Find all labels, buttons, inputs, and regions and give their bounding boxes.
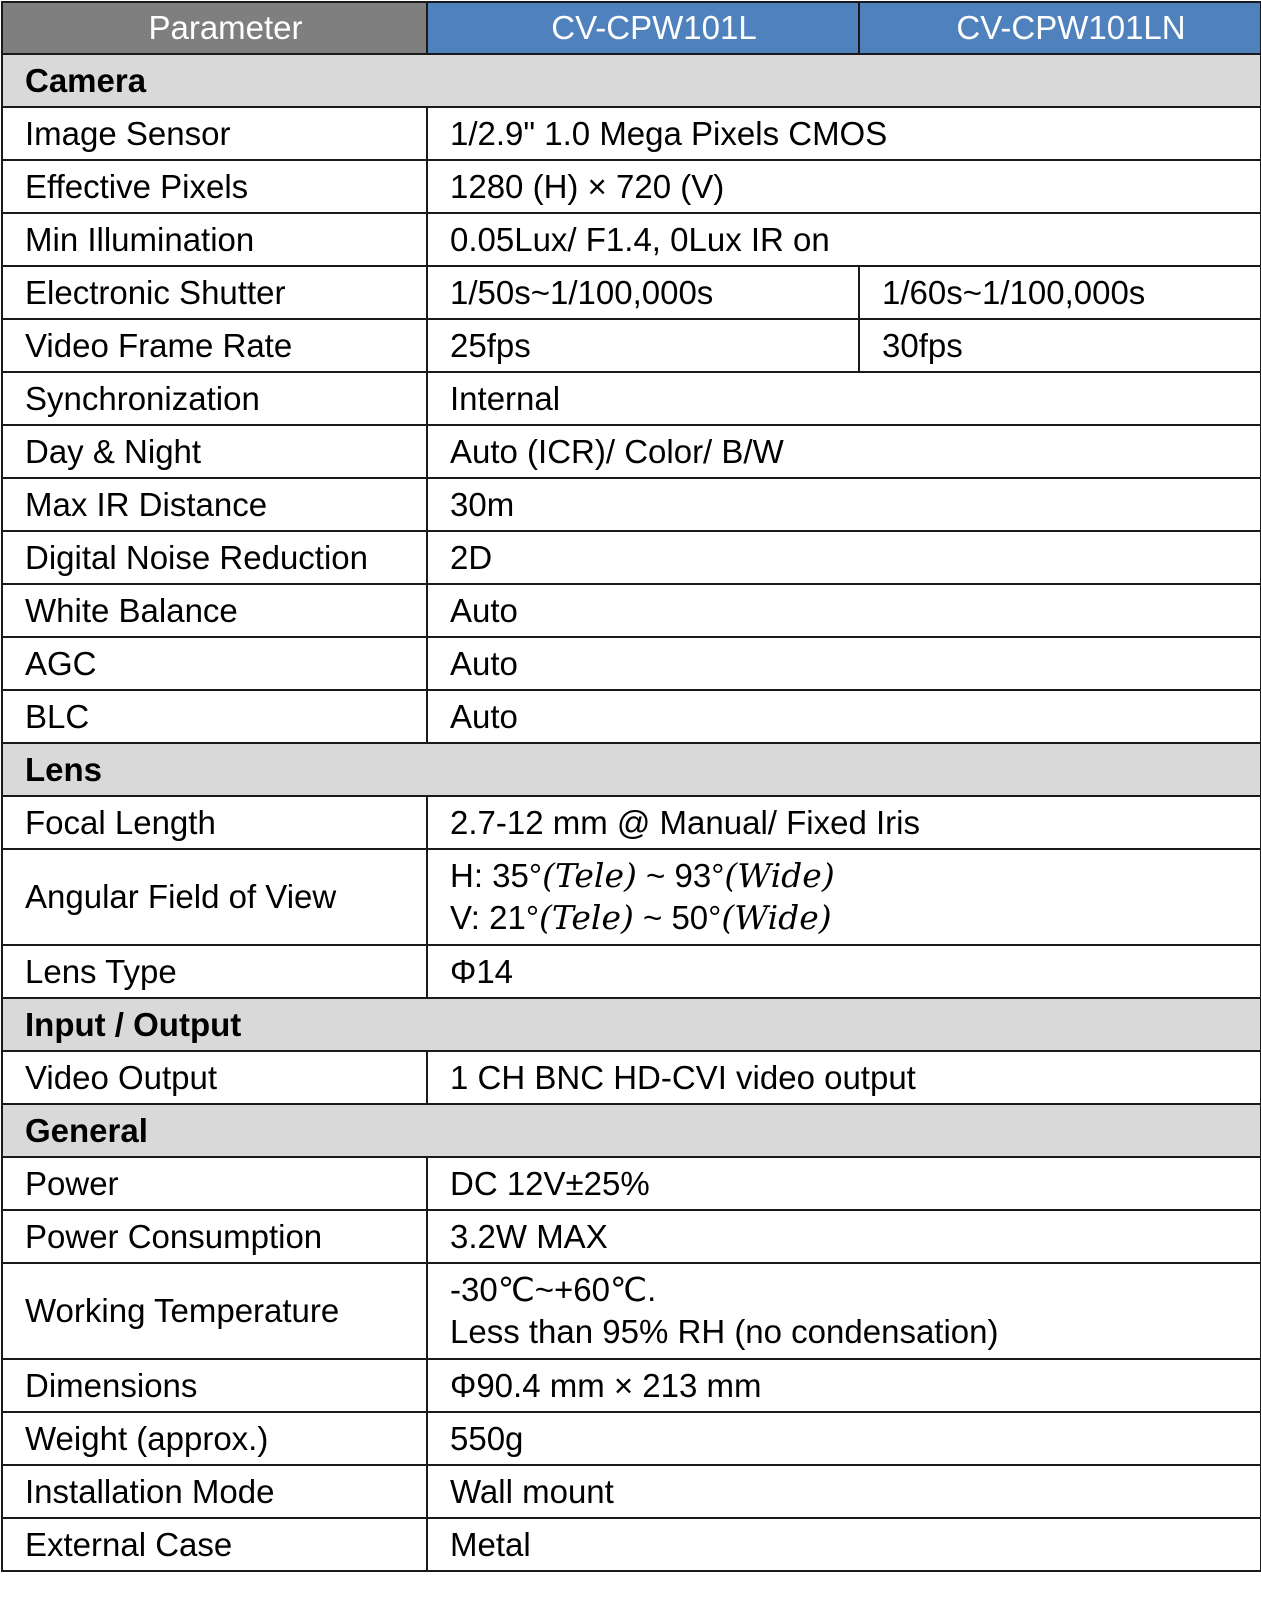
header-model-a: CV-CPW101L: [427, 2, 859, 54]
fov-h-tele-angle: H: 35°: [450, 857, 543, 894]
fov-horizontal: [450, 855, 1260, 897]
table-row: [2, 372, 1261, 425]
table-row: [2, 478, 1261, 531]
row-value: Auto: [427, 637, 1261, 690]
fov-h-wide-angle: ~ 93°: [636, 857, 725, 894]
row-label: Angular Field of View: [2, 849, 427, 945]
table-row: [2, 1465, 1261, 1518]
row-label: Video Frame Rate: [2, 319, 427, 372]
row-value: 2.7-12 mm @ Manual/ Fixed Iris: [427, 796, 1261, 849]
row-value: 2D: [427, 531, 1261, 584]
row-value: Wall mount: [427, 1465, 1261, 1518]
table-row: [2, 1263, 1261, 1359]
fov-v-wide-term: (Wide): [721, 898, 832, 937]
table-row: [2, 690, 1261, 743]
row-label: BLC: [2, 690, 427, 743]
row-label: Image Sensor: [2, 107, 427, 160]
row-value: Auto: [427, 584, 1261, 637]
section-title-io: Input / Output: [2, 998, 1261, 1051]
table-row: [2, 319, 1261, 372]
section-row-general: [2, 1104, 1261, 1157]
row-value: Φ14: [427, 945, 1261, 998]
row-label: AGC: [2, 637, 427, 690]
row-value: 3.2W MAX: [427, 1210, 1261, 1263]
row-label: External Case: [2, 1518, 427, 1571]
row-value: Metal: [427, 1518, 1261, 1571]
section-row-io: [2, 998, 1261, 1051]
table-row: [2, 945, 1261, 998]
table-row: [2, 1051, 1261, 1104]
table-row: [2, 1412, 1261, 1465]
table-row: [2, 531, 1261, 584]
row-label: Max IR Distance: [2, 478, 427, 531]
row-label: Dimensions: [2, 1359, 427, 1412]
spec-table: [1, 1, 1261, 1572]
row-label: Power Consumption: [2, 1210, 427, 1263]
section-row-camera: [2, 54, 1261, 107]
row-value-fov: [427, 849, 1261, 945]
row-value-model-a: 25fps: [427, 319, 859, 372]
row-value: 30m: [427, 478, 1261, 531]
section-title-lens: Lens: [2, 743, 1261, 796]
row-value: 0.05Lux/ F1.4, 0Lux IR on: [427, 213, 1261, 266]
fov-h-wide-term: (Wide): [724, 856, 835, 895]
row-label: Video Output: [2, 1051, 427, 1104]
fov-h-tele-term: (Tele): [542, 856, 637, 895]
table-row: [2, 1157, 1261, 1210]
table-row: [2, 584, 1261, 637]
table-row: [2, 637, 1261, 690]
row-label: Focal Length: [2, 796, 427, 849]
humidity-range: Less than 95% RH (no condensation): [450, 1313, 999, 1350]
row-value-model-a: 1/50s~1/100,000s: [427, 266, 859, 319]
row-value: Internal: [427, 372, 1261, 425]
row-label: Synchronization: [2, 372, 427, 425]
table-row: [2, 796, 1261, 849]
row-value: 550g: [427, 1412, 1261, 1465]
row-label: Digital Noise Reduction: [2, 531, 427, 584]
table-row: [2, 213, 1261, 266]
temperature-range: -30℃~+60℃.: [450, 1271, 657, 1308]
table-row: [2, 1518, 1261, 1571]
table-row: [2, 266, 1261, 319]
row-label: Power: [2, 1157, 427, 1210]
row-value: 1/2.9" 1.0 Mega Pixels CMOS: [427, 107, 1261, 160]
row-label: Working Temperature: [2, 1263, 427, 1359]
fov-v-tele-angle: V: 21°: [450, 899, 540, 936]
fov-vertical: [450, 897, 1260, 939]
header-parameter: Parameter: [2, 2, 427, 54]
row-label: Effective Pixels: [2, 160, 427, 213]
header-model-b: CV-CPW101LN: [859, 2, 1261, 54]
row-value: 1 CH BNC HD-CVI video output: [427, 1051, 1261, 1104]
row-value: 1280 (H) × 720 (V): [427, 160, 1261, 213]
row-value: Auto (ICR)/ Color/ B/W: [427, 425, 1261, 478]
row-value: DC 12V±25%: [427, 1157, 1261, 1210]
table-row: [2, 849, 1261, 945]
section-title-camera: Camera: [2, 54, 1261, 107]
row-label: Day & Night: [2, 425, 427, 478]
row-label: Lens Type: [2, 945, 427, 998]
row-value: Φ90.4 mm × 213 mm: [427, 1359, 1261, 1412]
row-value-model-b: 30fps: [859, 319, 1261, 372]
fov-v-wide-angle: ~ 50°: [633, 899, 722, 936]
row-label: Weight (approx.): [2, 1412, 427, 1465]
table-row: [2, 425, 1261, 478]
table-row: [2, 107, 1261, 160]
row-label: Installation Mode: [2, 1465, 427, 1518]
row-label: Electronic Shutter: [2, 266, 427, 319]
section-title-general: General: [2, 1104, 1261, 1157]
table-row: [2, 1359, 1261, 1412]
row-value: Auto: [427, 690, 1261, 743]
section-row-lens: [2, 743, 1261, 796]
row-label: Min Illumination: [2, 213, 427, 266]
row-label: White Balance: [2, 584, 427, 637]
table-row: [2, 1210, 1261, 1263]
row-value-model-b: 1/60s~1/100,000s: [859, 266, 1261, 319]
table-row: [2, 160, 1261, 213]
table-header-row: [2, 2, 1261, 54]
fov-v-tele-term: (Tele): [539, 898, 634, 937]
row-value-working-temperature: [427, 1263, 1261, 1359]
